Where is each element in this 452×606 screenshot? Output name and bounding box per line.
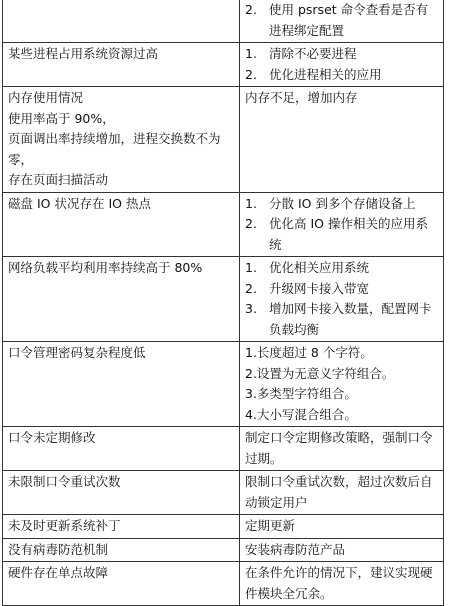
measure-text: 使用 psrset 命令查看是否有进程绑定配置	[269, 2, 429, 38]
issue-text: 未及时更新系统补丁	[8, 518, 121, 533]
measure-text: 优化进程相关的应用	[269, 66, 382, 82]
measure-item	[245, 279, 439, 300]
measure-item	[245, 540, 439, 561]
table-row	[3, 257, 444, 342]
issue-text: 硬件存在单点故障	[8, 565, 109, 580]
measure-item	[245, 563, 439, 604]
measure-text: 优化相关应用系统	[269, 260, 370, 275]
measure-text: 清除不必要进程	[269, 46, 357, 61]
measure-cell	[240, 562, 444, 606]
measure-cell	[240, 43, 444, 87]
measure-cell	[240, 471, 444, 515]
measure-text: 增加网卡接入数量，配置网卡负载均衡	[269, 301, 432, 337]
measure-item	[245, 343, 439, 364]
measure-item	[245, 384, 439, 405]
issue-cell	[3, 471, 240, 515]
issue-text: 磁盘 IO 状况存在 IO 热点	[8, 195, 151, 211]
table-row	[3, 538, 444, 562]
measure-item	[245, 44, 439, 65]
measure-item	[245, 258, 439, 279]
issue-cell	[3, 342, 240, 427]
measure-number: 1.	[245, 260, 257, 275]
measure-text: 内存不足，增加内存	[245, 90, 358, 105]
table-row	[3, 562, 444, 606]
table-row	[3, 43, 444, 87]
table-row	[3, 471, 444, 515]
measure-number: 2.	[245, 2, 257, 17]
measure-text: 定期更新	[245, 518, 296, 533]
measure-number: 2.	[245, 280, 257, 296]
measure-text: 在条件允许的情况下，建议实现硬件模块全冗余。	[245, 565, 433, 601]
issue-cell	[3, 427, 240, 471]
measure-cell	[240, 192, 444, 257]
issue-cell	[3, 515, 240, 539]
measure-item	[245, 299, 439, 340]
measure-text: 限制口令重试次数，超过次数后自动锁定用户	[245, 474, 433, 510]
measure-number: 2.	[245, 216, 257, 231]
issue-text: 存在页面扫描活动	[8, 172, 109, 187]
issue-measure-table	[2, 0, 444, 606]
issue-text: 内存使用情况	[8, 90, 84, 105]
measure-text: 4.大小写混合组合。	[245, 406, 357, 422]
table-body	[3, 0, 444, 606]
issue-cell	[3, 0, 240, 43]
issue-text: 口令未定期修改	[8, 430, 96, 445]
measure-cell	[240, 257, 444, 342]
issue-cell	[3, 257, 240, 342]
measure-item	[245, 364, 439, 385]
measure-text: 安装病毒防范产品	[245, 541, 346, 557]
table-row	[3, 427, 444, 471]
measure-item	[245, 428, 439, 469]
issue-text: 某些进程占用系统资源过高	[8, 46, 159, 61]
issue-text: 口令管理密码复杂程度低	[8, 345, 146, 360]
measure-text: 优化高 IO 操作相关的应用系统	[269, 216, 428, 252]
issue-text: 没有病毒防范机制	[8, 541, 109, 557]
issue-cell	[3, 87, 240, 193]
measure-cell	[240, 342, 444, 427]
issue-cell	[3, 192, 240, 257]
measure-text: 升级网卡接入带宽	[269, 280, 370, 296]
table-row	[3, 192, 444, 257]
measure-item	[245, 516, 439, 537]
measure-item	[245, 405, 439, 426]
measure-cell	[240, 0, 444, 43]
issue-text: 使用率高于 90%，	[8, 110, 115, 126]
issue-text: 未限制口令重试次数	[8, 474, 121, 489]
measure-number: 3.	[245, 301, 257, 316]
measure-number: 1.	[245, 195, 257, 211]
issue-text: 网络负载平均利用率持续高于 80%	[8, 260, 203, 275]
issue-text: 页面调出率持续增加，进程交换数不为零，	[8, 131, 221, 167]
measure-number: 1.	[245, 46, 257, 61]
table-row	[3, 515, 444, 539]
issue-cell	[3, 43, 240, 87]
measure-item	[245, 214, 439, 255]
table-row	[3, 87, 444, 193]
measure-text: 2.设置为无意义字符组合。	[245, 365, 395, 381]
issue-cell	[3, 538, 240, 562]
measure-text: 制定口令定期修改策略，强制口令过期。	[245, 430, 433, 466]
measure-text: 3.多类型字符组合。	[245, 386, 357, 401]
measure-item	[245, 472, 439, 513]
measure-item	[245, 0, 439, 41]
measure-text: 1.长度超过 8 个字符。	[245, 345, 373, 360]
table-row	[3, 342, 444, 427]
measure-cell	[240, 515, 444, 539]
measure-text: 分散 IO 到多个存储设备上	[269, 195, 416, 211]
measure-item	[245, 88, 439, 109]
table-row	[3, 0, 444, 43]
measure-item	[245, 194, 439, 215]
issue-cell	[3, 562, 240, 606]
measure-cell	[240, 87, 444, 193]
measure-item	[245, 65, 439, 86]
measure-cell	[240, 427, 444, 471]
measure-cell	[240, 538, 444, 562]
measure-number: 2.	[245, 66, 257, 82]
